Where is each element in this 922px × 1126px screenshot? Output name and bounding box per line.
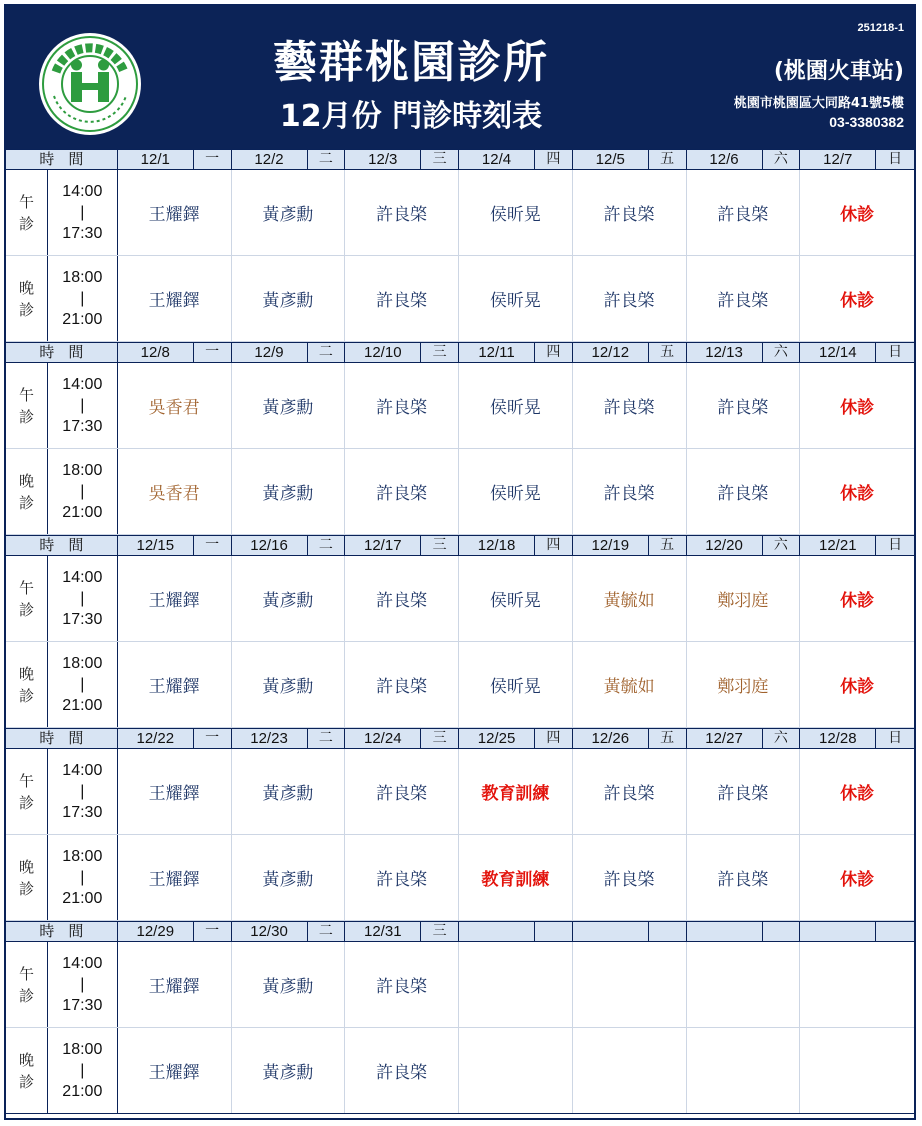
day-header <box>800 729 914 748</box>
doctor-cell: 王耀鐸 <box>118 170 232 255</box>
weekday-label: 四 <box>546 537 561 553</box>
date-label: 12/14 <box>800 343 876 362</box>
session-time <box>48 170 118 255</box>
weekday-label: 四 <box>546 344 561 360</box>
weekday-label: 五 <box>660 151 675 167</box>
weekday-label: 六 <box>773 344 788 360</box>
time-line: 21:00 <box>62 890 103 907</box>
doctor-cell <box>800 942 914 1027</box>
doctor-cell: 許良棨 <box>687 835 801 920</box>
session-label-char: 午 <box>18 385 34 404</box>
date-label: 12/8 <box>118 343 194 362</box>
doctor-cell: 黃彥勳 <box>232 449 346 534</box>
doctor-cell: 許良棨 <box>345 556 459 641</box>
weekday-label: 六 <box>773 151 788 167</box>
doctor-cell: 侯昕晃 <box>459 170 573 255</box>
time-header: 時間 <box>6 343 118 362</box>
time-line: 14:00 <box>62 569 103 586</box>
time-line: 21:00 <box>62 1083 103 1100</box>
day-header <box>232 729 346 748</box>
doctor-cell: 許良棨 <box>573 749 687 834</box>
day-header <box>118 150 232 169</box>
doctor-cell: 許良棨 <box>687 449 801 534</box>
weekday-label: 二 <box>318 151 333 167</box>
schedule-subtitle: 12月份 門診時刻表 <box>279 99 543 134</box>
time-line: 21:00 <box>62 697 103 714</box>
session-time <box>48 942 118 1027</box>
week-block <box>6 149 914 342</box>
time-line: 17:30 <box>62 997 103 1014</box>
time-line: | <box>80 976 85 993</box>
day-header <box>573 343 687 362</box>
day-header <box>459 922 573 941</box>
session-label-char: 診 <box>18 407 34 426</box>
closed-cell: 休診 <box>840 291 875 311</box>
weekday-label: 三 <box>432 344 447 360</box>
evening-session-row <box>6 835 914 921</box>
doctor-cell: 黃彥勳 <box>232 556 346 641</box>
date-label: 12/7 <box>800 150 876 169</box>
day-header <box>118 729 232 748</box>
session-label-char: 晚 <box>18 471 34 490</box>
day-header <box>687 343 801 362</box>
weekday-label: 三 <box>432 730 447 746</box>
doctor-cell: 黃彥勳 <box>232 1028 346 1113</box>
session-label <box>6 749 48 834</box>
date-label: 12/12 <box>573 343 649 362</box>
afternoon-session-row <box>6 942 914 1028</box>
day-header <box>573 729 687 748</box>
weekday-label: 五 <box>660 537 675 553</box>
session-label-char: 晚 <box>18 1050 34 1069</box>
clinic-title: 藝群桃園診所 <box>273 37 549 88</box>
day-header <box>232 343 346 362</box>
day-header <box>459 536 573 555</box>
session-label <box>6 835 48 920</box>
doctor-cell <box>573 942 687 1027</box>
time-line: 17:30 <box>62 804 103 821</box>
session-time <box>48 449 118 534</box>
afternoon-session-row <box>6 363 914 449</box>
time-line: | <box>80 397 85 414</box>
weekday-label <box>535 922 572 941</box>
closed-cell: 休診 <box>840 870 875 890</box>
clinic-phone: 03-3380382 <box>829 114 904 130</box>
weekday-label: 三 <box>432 923 447 939</box>
date-label: 12/21 <box>800 536 876 555</box>
day-header <box>345 343 459 362</box>
weekday-label: 一 <box>205 151 220 167</box>
time-line: 17:30 <box>62 225 103 242</box>
doctor-cell <box>800 1028 914 1113</box>
day-header <box>573 922 687 941</box>
weekday-label: 四 <box>546 151 561 167</box>
weekday-label: 二 <box>318 344 333 360</box>
time-line: 14:00 <box>62 376 103 393</box>
day-header <box>687 150 801 169</box>
afternoon-session-row <box>6 556 914 642</box>
date-label: 12/23 <box>232 729 308 748</box>
weekday-label: 五 <box>660 730 675 746</box>
date-label <box>800 922 876 941</box>
weekday-label <box>649 922 686 941</box>
session-label-char: 午 <box>18 964 34 983</box>
doctor-cell: 黃彥勳 <box>232 256 346 341</box>
date-label: 12/30 <box>232 922 308 941</box>
doctor-cell: 許良棨 <box>687 363 801 448</box>
time-line: 14:00 <box>62 183 103 200</box>
doctor-cell: 侯昕晃 <box>459 363 573 448</box>
time-line: 18:00 <box>62 462 103 479</box>
session-label <box>6 449 48 534</box>
time-line: | <box>80 783 85 800</box>
closed-cell: 休診 <box>840 484 875 504</box>
date-label: 12/16 <box>232 536 308 555</box>
doctor-cell: 侯昕晃 <box>459 556 573 641</box>
date-label: 12/13 <box>687 343 763 362</box>
training-cell: 教育訓練 <box>459 835 573 920</box>
day-header <box>800 150 914 169</box>
date-label: 12/17 <box>345 536 421 555</box>
weekday-label: 三 <box>432 151 447 167</box>
day-header <box>687 729 801 748</box>
session-label <box>6 642 48 727</box>
session-label <box>6 363 48 448</box>
time-header: 時間 <box>6 729 118 748</box>
day-header <box>118 922 232 941</box>
session-label-char: 午 <box>18 771 34 790</box>
weekday-label <box>763 922 800 941</box>
day-header-row <box>6 728 914 749</box>
week-block <box>6 728 914 921</box>
doctor-cell <box>459 1028 573 1113</box>
day-header <box>345 150 459 169</box>
weekday-label: 三 <box>432 537 447 553</box>
closed-cell: 休診 <box>840 677 875 697</box>
doctor-cell: 黃彥勳 <box>232 835 346 920</box>
training-cell: 教育訓練 <box>459 749 573 834</box>
doctor-cell: 黃彥勳 <box>232 363 346 448</box>
day-header-row <box>6 149 914 170</box>
session-label-char: 診 <box>18 300 34 319</box>
doctor-cell: 黃彥勳 <box>232 942 346 1027</box>
session-label-char: 午 <box>18 578 34 597</box>
doctor-cell: 王耀鐸 <box>118 749 232 834</box>
doctor-cell: 許良棨 <box>345 449 459 534</box>
time-line: | <box>80 483 85 500</box>
weekday-label: 二 <box>318 730 333 746</box>
doctor-cell: 許良棨 <box>687 749 801 834</box>
weekday-label: 六 <box>773 537 788 553</box>
date-label: 12/27 <box>687 729 763 748</box>
date-label: 12/15 <box>118 536 194 555</box>
session-label <box>6 256 48 341</box>
date-label: 12/26 <box>573 729 649 748</box>
doctor-cell: 許良棨 <box>345 256 459 341</box>
day-header <box>687 536 801 555</box>
date-label: 12/9 <box>232 343 308 362</box>
doctor-cell: 許良棨 <box>345 749 459 834</box>
time-line: 21:00 <box>62 311 103 328</box>
doctor-cell: 王耀鐸 <box>118 556 232 641</box>
time-line: | <box>80 869 85 886</box>
day-header-row <box>6 921 914 942</box>
doctor-cell: 王耀鐸 <box>118 835 232 920</box>
time-line: 18:00 <box>62 848 103 865</box>
schedule-sheet <box>4 4 916 1120</box>
session-time <box>48 642 118 727</box>
doctor-cell: 許良棨 <box>345 170 459 255</box>
doctor-cell: 許良棨 <box>573 363 687 448</box>
document-code: 251218-1 <box>857 22 904 34</box>
time-header: 時間 <box>6 150 118 169</box>
day-header <box>573 150 687 169</box>
day-header <box>459 343 573 362</box>
session-label <box>6 942 48 1027</box>
time-line: | <box>80 590 85 607</box>
week-block <box>6 921 914 1114</box>
session-label-char: 晚 <box>18 664 34 683</box>
doctor-cell: 侯昕晃 <box>459 449 573 534</box>
doctor-cell: 黃彥勳 <box>232 749 346 834</box>
weekday-label <box>876 922 914 941</box>
doctor-cell: 許良棨 <box>573 170 687 255</box>
doctor-cell: 許良棨 <box>573 256 687 341</box>
doctor-cell: 王耀鐸 <box>118 942 232 1027</box>
afternoon-session-row <box>6 170 914 256</box>
date-label <box>459 922 535 941</box>
doctor-cell: 許良棨 <box>573 835 687 920</box>
closed-cell: 休診 <box>840 205 875 225</box>
day-header <box>118 343 232 362</box>
doctor-cell: 許良棨 <box>573 449 687 534</box>
time-line: 17:30 <box>62 418 103 435</box>
nhi-logo-icon <box>38 32 142 136</box>
time-line: | <box>80 1062 85 1079</box>
day-header <box>118 536 232 555</box>
session-time <box>48 835 118 920</box>
session-label-char: 晚 <box>18 278 34 297</box>
closed-cell: 休診 <box>840 398 875 418</box>
day-header <box>800 922 914 941</box>
date-label: 12/28 <box>800 729 876 748</box>
day-header <box>345 536 459 555</box>
doctor-cell: 許良棨 <box>345 363 459 448</box>
doctor-cell: 許良棨 <box>687 256 801 341</box>
weekday-label: 四 <box>546 730 561 746</box>
evening-session-row <box>6 642 914 728</box>
doctor-cell: 吳香君 <box>118 449 232 534</box>
day-header <box>800 536 914 555</box>
day-header <box>800 343 914 362</box>
doctor-cell: 許良棨 <box>345 835 459 920</box>
session-label-char: 診 <box>18 1072 34 1091</box>
session-label-char: 診 <box>18 214 34 233</box>
date-label: 12/6 <box>687 150 763 169</box>
day-header <box>232 536 346 555</box>
doctor-cell: 王耀鐸 <box>118 1028 232 1113</box>
session-time <box>48 363 118 448</box>
time-line: | <box>80 204 85 221</box>
day-header-row <box>6 535 914 556</box>
session-label <box>6 556 48 641</box>
date-label: 12/29 <box>118 922 194 941</box>
day-header <box>687 922 801 941</box>
time-header: 時間 <box>6 536 118 555</box>
evening-session-row <box>6 1028 914 1114</box>
doctor-cell: 侯昕晃 <box>459 256 573 341</box>
clinic-address: 桃園市桃園區大同路41號5樓 <box>733 96 904 111</box>
evening-session-row <box>6 256 914 342</box>
day-header <box>459 729 573 748</box>
session-label <box>6 1028 48 1113</box>
time-header: 時間 <box>6 922 118 941</box>
date-label: 12/24 <box>345 729 421 748</box>
time-line: 18:00 <box>62 269 103 286</box>
session-label-char: 診 <box>18 493 34 512</box>
day-header <box>573 536 687 555</box>
session-time <box>48 556 118 641</box>
time-line: 14:00 <box>62 955 103 972</box>
weekday-label: 日 <box>888 344 903 360</box>
closed-cell: 休診 <box>840 784 875 804</box>
day-header-row <box>6 342 914 363</box>
session-label-char: 晚 <box>18 857 34 876</box>
time-line: 17:30 <box>62 611 103 628</box>
doctor-cell <box>573 1028 687 1113</box>
doctor-cell <box>459 942 573 1027</box>
time-line: | <box>80 676 85 693</box>
date-label: 12/31 <box>345 922 421 941</box>
doctor-cell: 吳香君 <box>118 363 232 448</box>
weekday-label: 二 <box>318 537 333 553</box>
doctor-cell: 許良棨 <box>687 170 801 255</box>
session-label-char: 午 <box>18 192 34 211</box>
session-time <box>48 256 118 341</box>
day-header <box>232 922 346 941</box>
week-block <box>6 342 914 535</box>
time-line: 14:00 <box>62 762 103 779</box>
doctor-cell: 鄭羽庭 <box>687 556 801 641</box>
weekday-label: 日 <box>888 730 903 746</box>
closed-cell: 休診 <box>840 591 875 611</box>
doctor-cell: 黃彥勳 <box>232 642 346 727</box>
date-label <box>573 922 649 941</box>
session-time <box>48 749 118 834</box>
weekday-label: 日 <box>888 537 903 553</box>
time-line: 18:00 <box>62 655 103 672</box>
week-block <box>6 535 914 728</box>
session-label <box>6 170 48 255</box>
date-label: 12/3 <box>345 150 421 169</box>
session-label-char: 診 <box>18 686 34 705</box>
doctor-cell: 王耀鐸 <box>118 642 232 727</box>
date-label: 12/1 <box>118 150 194 169</box>
header-banner <box>6 6 914 149</box>
doctor-cell: 王耀鐸 <box>118 256 232 341</box>
session-label-char: 診 <box>18 986 34 1005</box>
doctor-cell: 黃毓如 <box>573 556 687 641</box>
date-label: 12/25 <box>459 729 535 748</box>
station-label: (桃園火車站) <box>773 59 904 84</box>
date-label: 12/5 <box>573 150 649 169</box>
weekday-label: 一 <box>205 923 220 939</box>
day-header <box>345 729 459 748</box>
date-label: 12/2 <box>232 150 308 169</box>
doctor-cell <box>687 1028 801 1113</box>
weekday-label: 日 <box>888 151 903 167</box>
evening-session-row <box>6 449 914 535</box>
date-label: 12/11 <box>459 343 535 362</box>
doctor-cell: 黃毓如 <box>573 642 687 727</box>
doctor-cell <box>687 942 801 1027</box>
doctor-cell: 許良棨 <box>345 942 459 1027</box>
doctor-cell: 鄭羽庭 <box>687 642 801 727</box>
doctor-cell: 黃彥勳 <box>232 170 346 255</box>
weekday-label: 二 <box>318 923 333 939</box>
weekday-label: 五 <box>660 344 675 360</box>
session-label-char: 診 <box>18 600 34 619</box>
date-label: 12/10 <box>345 343 421 362</box>
date-label: 12/18 <box>459 536 535 555</box>
afternoon-session-row <box>6 749 914 835</box>
day-header <box>459 150 573 169</box>
weekday-label: 一 <box>205 730 220 746</box>
day-header <box>345 922 459 941</box>
weekday-label: 六 <box>773 730 788 746</box>
date-label: 12/19 <box>573 536 649 555</box>
time-line: | <box>80 290 85 307</box>
weekday-label: 一 <box>205 537 220 553</box>
day-header <box>232 150 346 169</box>
schedule-table <box>6 149 914 1114</box>
time-line: 18:00 <box>62 1041 103 1058</box>
date-label <box>687 922 763 941</box>
session-label-char: 診 <box>18 879 34 898</box>
date-label: 12/4 <box>459 150 535 169</box>
doctor-cell: 許良棨 <box>345 642 459 727</box>
time-line: 21:00 <box>62 504 103 521</box>
session-label-char: 診 <box>18 793 34 812</box>
doctor-cell: 許良棨 <box>345 1028 459 1113</box>
session-time <box>48 1028 118 1113</box>
weekday-label: 一 <box>205 344 220 360</box>
date-label: 12/20 <box>687 536 763 555</box>
date-label: 12/22 <box>118 729 194 748</box>
doctor-cell: 侯昕晃 <box>459 642 573 727</box>
